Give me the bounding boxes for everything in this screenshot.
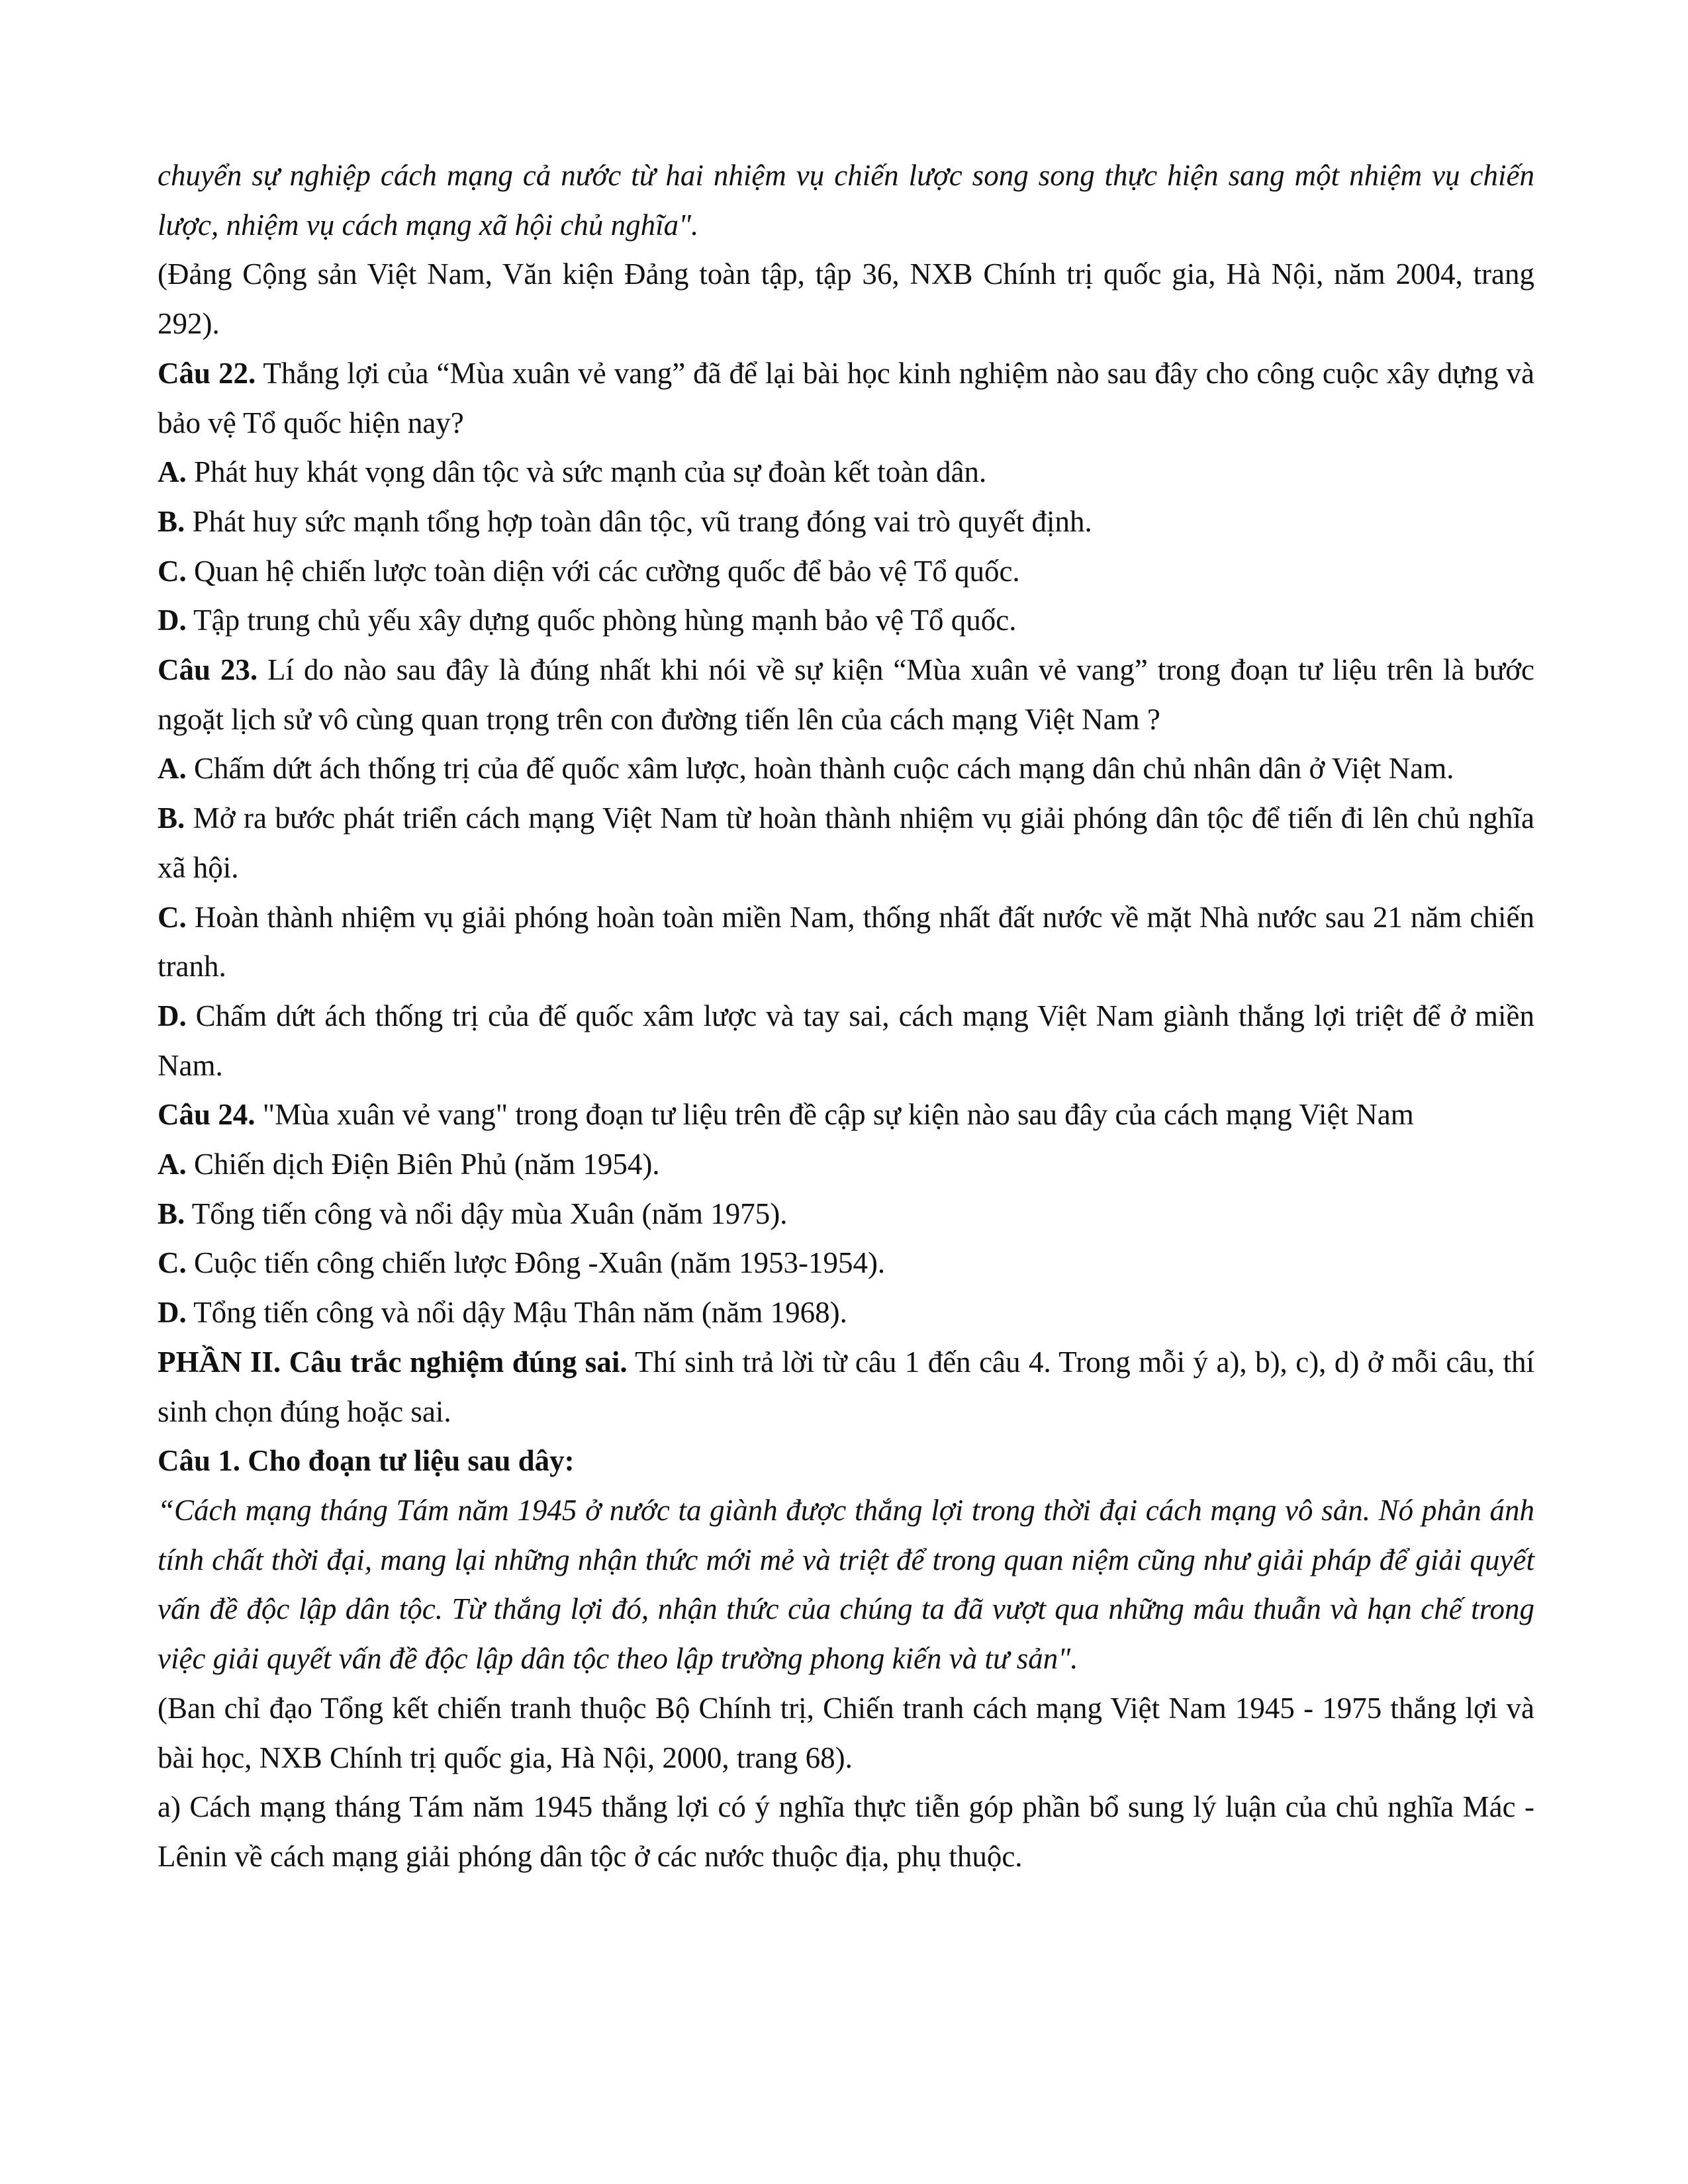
option-text: Tập trung chủ yếu xây dựng quốc phòng hùng mạnh bảo vệ Tổ quốc.	[186, 604, 1017, 637]
intro-quote-tail: chuyển sự nghiệp cách mạng cả nước từ hai nhiệm vụ chiến lược song song thực hiện sang một nhiệm vụ chiến lược, nhiệm vụ cách mạng xã hội chủ nghĩa".	[158, 159, 1534, 242]
option-a	[158, 744, 1534, 794]
option-b	[158, 497, 1534, 547]
option-text: Cuộc tiến công chiến lược Đông -Xuân (năm 1953-1954).	[186, 1246, 886, 1280]
option-b	[158, 794, 1534, 892]
part-2-instructions	[158, 1338, 1534, 1436]
option-text: Phát huy khát vọng dân tộc và sức mạnh của sự đoàn kết toàn dân.	[186, 455, 987, 489]
option-label: C.	[158, 900, 187, 934]
option-b	[158, 1189, 1534, 1239]
part-2-label: PHẦN II. Câu trắc nghiệm đúng sai.	[158, 1345, 628, 1379]
option-label: B.	[158, 1197, 185, 1230]
option-text: Mở ra bước phát triển cách mạng Việt Nam từ hoàn thành nhiệm vụ giải phóng dân tộc để tiến đi lên chủ nghĩa xã hội.	[158, 801, 1534, 884]
question-text: Lí do nào sau đây là đúng nhất khi nói về sự kiện “Mùa xuân vẻ vang” trong đoạn tư liệu trên là bước ngoặt lịch sử vô cùng quan trọng trên con đường tiến lên của cách mạng Việt Nam ?	[158, 653, 1534, 736]
option-text: Hoàn thành nhiệm vụ giải phóng hoàn toàn miền Nam, thống nhất đất nước về mặt Nhà nước sau 21 năm chiến tranh.	[158, 900, 1534, 983]
option-label: D.	[158, 604, 187, 637]
question-22	[158, 349, 1534, 447]
option-c	[158, 893, 1534, 991]
option-d	[158, 1288, 1534, 1338]
part-2-text: Thí sinh trả lời từ câu 1 đến câu 4. Trong mỗi ý a), b), c), d) ở mỗi câu, thí sinh chọn đúng hoặc sai.	[158, 1345, 1535, 1428]
option-a	[158, 1140, 1534, 1189]
option-label: B.	[158, 801, 185, 835]
question-text: Thắng lợi của “Mùa xuân vẻ vang” đã để lại bài học kinh nghiệm nào sau đây cho công cuộc xây dựng và bảo vệ Tổ quốc hiện nay?	[158, 356, 1534, 439]
question-1-source: (Ban chỉ đạo Tổng kết chiến tranh thuộc Bộ Chính trị, Chiến tranh cách mạng Việt Nam 1945 - 1975 thắng lợi và bài học, NXB Chính trị quốc gia, Hà Nội, 2000, trang 68).	[158, 1691, 1534, 1774]
option-c	[158, 1238, 1534, 1288]
question-24	[158, 1090, 1534, 1140]
option-label: A.	[158, 1148, 187, 1181]
option-text: Tổng tiến công và nổi dậy Mậu Thân năm (năm 1968).	[186, 1296, 847, 1330]
option-text: Chấm dứt ách thống trị của đế quốc xâm lược và tay sai, cách mạng Việt Nam giành thắng lợi triệt để ở miền Nam.	[158, 999, 1534, 1082]
option-label: C.	[158, 1246, 187, 1280]
option-d	[158, 991, 1534, 1090]
option-text: Phát huy sức mạnh tổng hợp toàn dân tộc, vũ trang đóng vai trò quyết định.	[185, 504, 1092, 538]
question-1-heading: Câu 1. Cho đoạn tư liệu sau dây:	[158, 1444, 575, 1478]
option-label: D.	[158, 999, 187, 1032]
option-label: B.	[158, 504, 185, 538]
question-label: Câu 23.	[158, 653, 258, 687]
option-label: D.	[158, 1296, 187, 1330]
question-23	[158, 645, 1534, 744]
question-text: "Mùa xuân vẻ vang" trong đoạn tư liệu trên đề cập sự kiện nào sau đây của cách mạng Việt Nam	[255, 1098, 1414, 1132]
question-label: Câu 24.	[158, 1098, 256, 1132]
intro-source: (Đảng Cộng sản Việt Nam, Văn kiện Đảng toàn tập, tập 36, NXB Chính trị quốc gia, Hà Nội, năm 2004, trang 292).	[158, 257, 1534, 341]
document-page	[158, 151, 1534, 1882]
option-d	[158, 596, 1534, 645]
option-label: A.	[158, 455, 187, 489]
option-label: A.	[158, 752, 187, 786]
question-label: Câu 22.	[158, 356, 256, 390]
option-a	[158, 447, 1534, 497]
question-1-statement-a: a) Cách mạng tháng Tám năm 1945 thắng lợi có ý nghĩa thực tiễn góp phần bổ sung lý luận của chủ nghĩa Mác - Lênin về cách mạng giải phóng dân tộc ở các nước thuộc địa, phụ thuộc.	[158, 1790, 1534, 1873]
option-text: Tổng tiến công và nổi dậy mùa Xuân (năm 1975).	[185, 1197, 788, 1230]
option-text: Chiến dịch Điện Biên Phủ (năm 1954).	[186, 1148, 660, 1181]
option-text: Quan hệ chiến lược toàn diện với các cường quốc để bảo vệ Tổ quốc.	[186, 554, 1020, 588]
option-text: Chấm dứt ách thống trị của đế quốc xâm lược, hoàn thành cuộc cách mạng dân chủ nhân dân ở Việt Nam.	[186, 752, 1454, 786]
option-c	[158, 547, 1534, 596]
option-label: C.	[158, 554, 187, 588]
question-1-quote: “Cách mạng tháng Tám năm 1945 ở nước ta giành được thắng lợi trong thời đại cách mạng vô sản. Nó phản ánh tính chất thời đại, mang lại những nhận thức mới mẻ và triệt để trong quan niệm cũng như giải pháp để giải quyết vấn đề độc lập dân tộc. Từ thắng lợi đó, nhận thức của chúng ta đã vượt qua những mâu thuẫn và hạn chế trong việc giải quyết vấn đề độc lập dân tộc theo lập trường phong kiến và tư sản".	[158, 1493, 1534, 1676]
